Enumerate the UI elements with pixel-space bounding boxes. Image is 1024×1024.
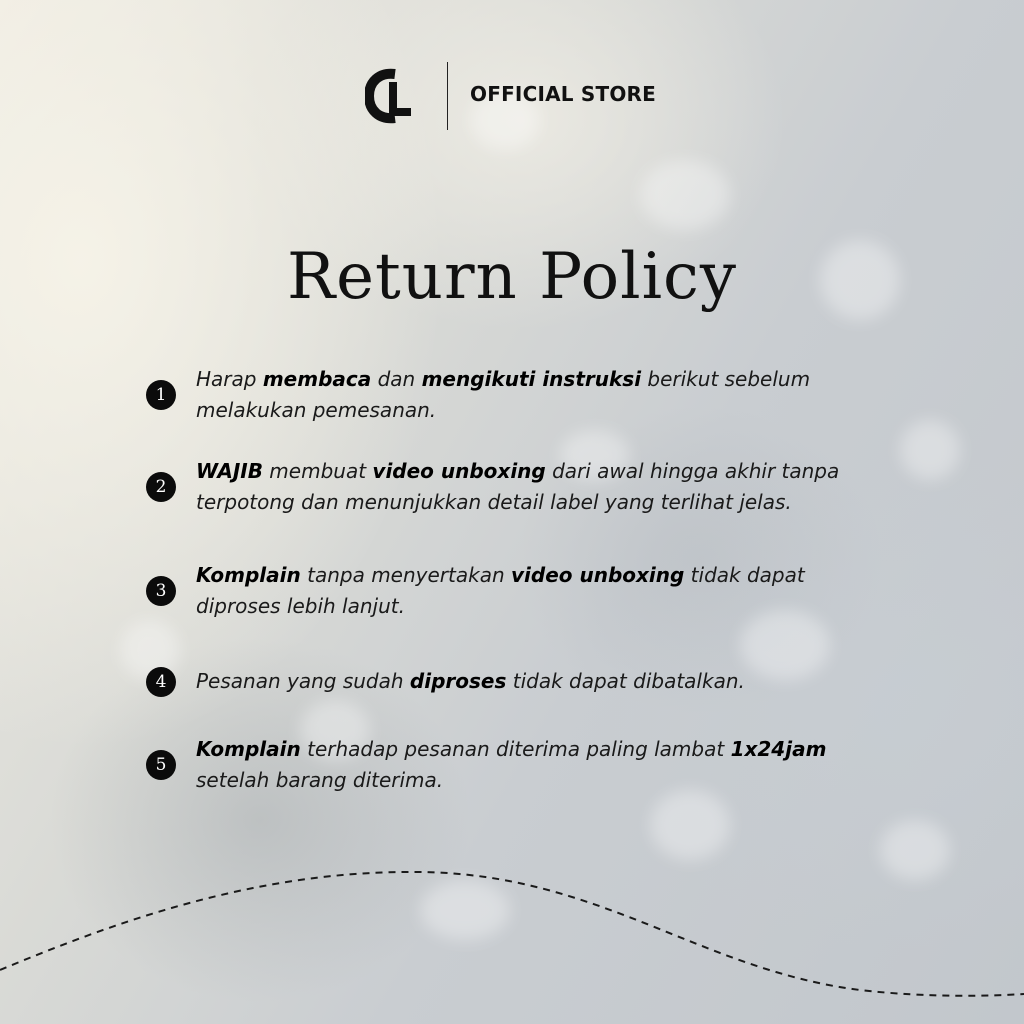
text-segment-bold: membaca	[262, 367, 372, 391]
text-segment: dan	[371, 367, 422, 391]
text-segment-bold: video unboxing	[372, 459, 546, 483]
policy-text-3	[196, 560, 876, 622]
number-badge-3: 3	[146, 576, 176, 606]
official-store-label: OFFICIAL STORE	[470, 82, 656, 106]
text-segment: tidak dapat dibatalkan.	[506, 669, 745, 693]
text-segment: Pesanan yang sudah	[196, 669, 410, 693]
policy-text-2	[196, 456, 916, 518]
policy-item-2	[146, 456, 926, 518]
text-segment-bold: diproses	[409, 669, 507, 693]
policy-text-5	[196, 734, 896, 796]
number-badge-5: 5	[146, 750, 176, 780]
text-segment: membuat	[262, 459, 373, 483]
policy-item-3	[146, 560, 926, 622]
text-segment-bold: Komplain	[196, 737, 301, 761]
text-segment-bold: video unboxing	[510, 563, 685, 587]
policy-text-1	[196, 364, 876, 426]
text-segment-bold: Komplain	[196, 563, 301, 587]
dashed-wave-decoration	[0, 850, 1024, 1024]
policy-text-4	[196, 666, 916, 697]
number-badge-4: 4	[146, 667, 176, 697]
text-segment: setelah barang diterima.	[196, 768, 444, 792]
policy-item-5	[146, 734, 926, 796]
policy-item-1	[146, 364, 926, 426]
text-segment-bold: 1x24jam	[730, 737, 827, 761]
policy-item-4	[146, 666, 926, 697]
text-segment: tidak dapat diproses lebih lanjut.	[196, 563, 805, 618]
text-segment-bold: mengikuti instruksi	[421, 367, 642, 391]
text-segment: tanpa menyertakan	[300, 563, 511, 587]
text-segment: Harap	[196, 367, 263, 391]
text-segment: berikut sebelum melakukan pemesanan.	[196, 367, 811, 422]
number-badge-2: 2	[146, 472, 176, 502]
page-title: Return Policy	[286, 240, 738, 314]
text-segment: dari awal hingga akhir tanpa terpotong dan menunjukkan detail label yang terlihat jelas.	[196, 459, 840, 514]
number-badge-1: 1	[146, 380, 176, 410]
text-segment: terhadap pesanan diterima paling lambat	[300, 737, 731, 761]
text-segment-bold: WAJIB	[196, 459, 263, 483]
